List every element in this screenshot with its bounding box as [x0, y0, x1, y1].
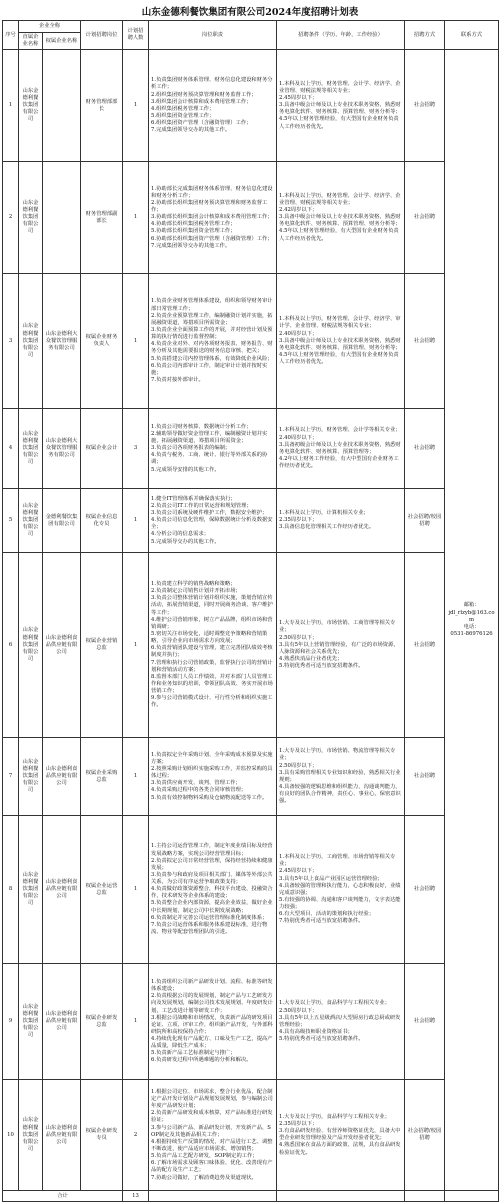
row-duty-line: 3.负责参与和政府及项目相关部门、媒体等外部公共关系，为公司有序运营争取政策支持； [151, 871, 273, 886]
row-method: 社会招聘 [405, 274, 445, 409]
row-seq: 8 [3, 816, 19, 964]
row-conditions-line: 3.具备信息化管理相关工作经历者优先。 [279, 524, 375, 531]
row-duty-line: 8.监督本部门人员工作绩效，并对本部门人员管理工作和业务知识的培训，带领团队高效、务实开展市场营销工作； [151, 673, 273, 695]
row-duty-line: 5.协助部长组织集团资金管理工作； [151, 228, 236, 235]
row-conditions-line: 1.大专及以上学历，市场营销、工商管理等相关专业； [279, 620, 396, 634]
row-conditions-line: 2.35周岁以下； [279, 1121, 318, 1127]
row-conditions-line: 4.具有高级技师职业资格证书； [279, 1028, 353, 1035]
table-row [3, 50, 499, 162]
row-conditions-line: 6.有大型项目、活动的策划和执行经验； [279, 911, 375, 918]
row-duty-line: 1.负责组织公司新产品研发计划、流程、标准等研发体系建设； [151, 978, 273, 993]
row-conditions-line: 1.本科及以上学历，财务管理、会计学、经济学、企业管理、财税法规等相关专业； [279, 80, 401, 94]
row-duty-line: 6.了解市场需求及顾客口味体验、优化、改善现有产品的配方及生产工艺； [151, 1160, 273, 1174]
row-conditions-line: 4.5年以上财务管理经验，有大型国有企业财务负责人工作经历者优先。 [279, 228, 399, 242]
table-row [3, 162, 499, 274]
row-duty-line: 4.负责做好政策资源整合，科技平台建设，投融资合作，技术研发等企业体系的建设； [151, 886, 273, 900]
row-method: 社会招聘 [405, 816, 445, 964]
row-conditions-line: 1.本科及以上学历，财务管理、会计学、经济学、企业管理、财税法规等相关专业； [279, 192, 401, 206]
row-duty [149, 162, 277, 274]
row-conditions-line: 2.45周岁以下； [279, 95, 318, 102]
row-method: 社会招聘 [405, 50, 445, 162]
header-seq: 序号 [3, 21, 19, 50]
header-company: 企业全称 [19, 21, 81, 33]
row-conditions-line: 3.具备中级会计师及以上专业技术职务资格，熟悉财务电算化软件、财务核算、预算管理、财务分析等； [279, 102, 401, 116]
row-conditions-line: 3.具备初级会计师及以上专业技术职务资格，熟悉财务电算化软件、财务核算、预算管理等； [279, 441, 401, 455]
row-duty-line: 1.负责建立科学的销售战略和策略； [151, 581, 236, 588]
row-conditions-line: 1.大专及以上学历，市场营销、物流管理等相关专业； [279, 748, 396, 762]
row-duty-line: 1.负责集团财务体系管理、财务信息化建设和财务分析工作； [151, 77, 273, 91]
row-conditions-line: 4.2年以上财务工作经验，有大中型国有企业财务工作经历者优先。 [279, 455, 399, 470]
row-conditions [277, 50, 405, 162]
row-count: 3 [123, 409, 149, 489]
row-duty-line: 2.按照采购计划组织实施采购工作，并监控采购的具体过程； [151, 766, 273, 780]
row-sub-company [43, 50, 81, 162]
table-row [3, 274, 499, 409]
row-seq: 2 [3, 162, 19, 274]
row-duty-line: 3.根据公司战略和市场情况，负责新产品的研发项目论证、立项、评审工作，组织新产品开发，与外部科研院所和高校保持合作； [151, 1014, 273, 1035]
row-direct-company: 山东金德利餐饮集团有限公司 [19, 50, 43, 162]
row-duty-line: 4.分析公司的信息需求； [151, 531, 210, 538]
row-duty-line: 4.负责与税务、工商、统计、银行等外部关系的协调； [151, 452, 268, 466]
row-method: 社会招聘 [405, 553, 445, 738]
row-conditions-line: 1.本科及以上学历，工商管理、市场营销等相关专业； [279, 854, 396, 868]
row-duty-line: 6.负责制定并完善公司运营管理标准化制度体系； [151, 914, 268, 921]
row-direct-company: 山东金德利餐饮集团有限公司 [19, 816, 43, 964]
row-duty-line: 4.持续优化现有产品配方、口味及生产工艺，提高产品质量，降低生产成本； [151, 1036, 273, 1050]
row-conditions-line: 3.具有5年以上食品产业园区运营管理经验； [279, 875, 383, 882]
row-post: 权属企业采购总监 [81, 738, 123, 816]
header-conditions: 招聘条件（学历、年龄、工作经验） [277, 21, 405, 50]
row-method: 社会招聘 [405, 409, 445, 489]
header-method: 招聘方式 [405, 21, 445, 50]
row-conditions-line: 2.50周岁以下； [279, 762, 318, 769]
row-duty [149, 274, 277, 409]
table-row [3, 738, 499, 816]
row-duty-line: 9.参与公司营销模式设计、可行性分析和组织实施工作。 [151, 695, 273, 709]
row-seq: 3 [3, 274, 19, 409]
row-duty-line: 3.负责供应商开发、谈判、管理工作； [151, 780, 241, 787]
row-duty-line: 6.负责公司内部审计工作，制定审计计划并按时实施； [151, 362, 268, 376]
row-sub-company: 山东金德利大众餐饮管理服务有限公司 [43, 409, 81, 489]
table-row [3, 964, 499, 1080]
row-method: 社会招聘 [405, 162, 445, 274]
row-conditions-line: 2.35周岁以下； [279, 517, 318, 524]
row-direct-company: 山东金德利餐饮集团有限公司 [19, 553, 43, 738]
row-duty-line: 7.管理和执行公司营销政策，监督执行公司的营销计划和营销活动方案； [151, 659, 273, 673]
contact-cell [445, 50, 499, 1191]
row-duty-line: 5.负责整合企业内部资源，提高企业效益，做好企业中长期规划，制定公司中长期发展战略； [151, 900, 273, 914]
row-conditions-line: 3.具有采购管理相关专业知识和经验，熟悉相关行业规则； [279, 769, 401, 783]
row-duty-line: 3.组织集团会计核算和成本费用管理工作； [151, 98, 252, 105]
table-row [3, 553, 499, 738]
row-duty-line: 1.根据公司定位、市场需求，整合行业优品，配合制定产品开发计划及产品规划发展规划，参与编制公司年度产品研发计划； [151, 1088, 273, 1110]
row-direct-company: 山东金德利餐饮集团有限公司 [19, 162, 43, 274]
row-method: 社会招聘/校园招聘 [405, 1080, 445, 1191]
row-conditions-line: 2.40周岁以下； [279, 330, 318, 337]
document-title: 山东金德利餐饮集团有限公司2024年度招聘计划表 [141, 7, 359, 18]
row-duty-line: 3.负责公司系统及硬件维护工作，数据安全维护； [151, 510, 268, 517]
row-duty-line: 5.密切关注市场变化，适时调整竞争策略和营销策略，引导企业向市场需求方向发展； [151, 631, 268, 645]
total-row [3, 1191, 499, 1202]
row-duty [149, 409, 277, 489]
row-duty-line: 1.协助部长完成集团财务体系管理、财务信息化建设和财务分析工作； [151, 185, 273, 199]
row-duty [149, 1080, 277, 1191]
row-duty-line: 6.协助部长组织集团资产管理（含融资管理）工作； [151, 235, 273, 242]
recruitment-table [2, 20, 499, 1202]
row-duty-line: 4.协助部长组织集团税务管理工作； [151, 221, 236, 228]
row-duty [149, 816, 277, 964]
row-conditions [277, 816, 405, 964]
row-duty-line: 2.辅助领导做好资金管理工作，编制融资计划并实施，拓展融资渠道，筹措项目所需资金； [151, 430, 268, 445]
row-post: 权属企业财务负责人 [81, 274, 123, 409]
row-duty [149, 964, 277, 1080]
row-duty-line: 3.协助部长组织集团会计核算和成本费用管理工作； [151, 214, 273, 221]
row-duty-line: 4.负责公司信息化管理，保障数据统计分析及数据安全； [151, 517, 273, 531]
row-post: 权属企业运营总监 [81, 816, 123, 964]
row-duty-line: 3.负责公司各项财务报表的编制； [151, 445, 231, 452]
row-conditions-line: 4.具备较强的管理和执行能力，心态积极良好，业绩完成意识强； [279, 882, 401, 896]
row-count: 1 [123, 162, 149, 274]
row-count: 1 [123, 964, 149, 1080]
row-conditions-line: 2.50周岁以下； [279, 1007, 318, 1014]
row-seq: 9 [3, 964, 19, 1080]
row-conditions-line: 3.具备中级会计师及以上专业技术职务资格，熟悉财务电算化软件、财务核算、预算管理、财务分析等； [279, 337, 401, 351]
row-duty-line: 2.负责制定公司销售计划并开拓市场； [151, 588, 241, 595]
table-row [3, 1080, 499, 1191]
row-duty-line: 4.组织集团税务管理工作； [151, 105, 215, 112]
row-duty-line: 2.负责拟定公司日常经营管理，保持经营持续和健康发展； [151, 857, 273, 871]
row-duty-line: 7.完成集团领导交办的其他工作。 [151, 127, 231, 134]
row-duty-line: 1.主持公司运营管理工作，制定年度业绩目标及经营发展战略方案，实现公司经营管理目标； [151, 843, 273, 857]
header-duty: 岗位职责 [149, 21, 277, 50]
row-count: 2 [123, 1080, 149, 1191]
table-row [3, 816, 499, 964]
row-duty-line: 1.负责公司财务核算、数据统计分析工作； [151, 423, 252, 430]
row-post: 权属企业会计 [81, 409, 123, 489]
contact-phone-label: 电话： [463, 623, 480, 630]
row-duty [149, 50, 277, 162]
table-row [3, 409, 499, 489]
row-duty-line: 7.协助公司做好，了解消费趋势及渠道现状。 [151, 1174, 257, 1181]
row-conditions [277, 738, 405, 816]
header-contact: 联系方式 [445, 21, 499, 50]
row-conditions [277, 1080, 405, 1191]
row-sub-company: 山东金德利食品供应链有限公司 [43, 738, 81, 816]
total-count: 13 [123, 1191, 149, 1202]
row-post: 权属企业研发专员 [81, 1080, 123, 1191]
row-method: 社会招聘/校园招聘 [405, 489, 445, 553]
row-post: 财务管理部部长 [81, 50, 123, 162]
row-conditions [277, 964, 405, 1080]
row-sub-company [43, 162, 81, 274]
row-duty [149, 738, 277, 816]
row-conditions-line: 1.大专及以上学历，食品科学与工程相关专业； [279, 1000, 391, 1007]
header-plan-post: 计划招聘岗位 [81, 21, 123, 50]
row-duty-line: 5.负责搭建公司内控管理体系，有效降低企业风险； [151, 355, 273, 362]
row-duty-line: 4.维护公司营销形象，树立产品品牌，组织市场和营销调研； [151, 616, 273, 630]
row-duty [149, 553, 277, 738]
row-conditions-line: 2.42周岁以下； [279, 207, 318, 214]
row-seq: 1 [3, 50, 19, 162]
row-duty-line: 6.负责营销团队建设与管理，建立完善团队绩效考核制度并执行； [151, 645, 273, 659]
row-direct-company: 山东金德利餐饮集团有限公司 [19, 738, 43, 816]
row-conditions-line: 7.特别优秀者可适当放宽招聘条件。 [279, 918, 364, 925]
row-duty-line: 5.组织集团资金管理工作； [151, 112, 215, 119]
row-duty-line: 4.根据持续生产反馈的情况，对产品进行工艺、调整不断改进，使产品适应市场需求，增加销售； [151, 1138, 273, 1152]
row-sub-company: 山东金德利食品供应链有限公司 [43, 553, 81, 738]
row-conditions-line: 5.特别优秀者可适当放宽招聘条件。 [279, 663, 364, 670]
header-plan-count: 计划招聘人数 [123, 21, 149, 50]
row-conditions-line: 5.特别优秀者可适当放宽招聘条件。 [279, 1036, 364, 1043]
contact-email: jdl_rlzyb@163.com [448, 609, 495, 623]
row-duty-line: 1.负责拟定全年采购计划、全年采购成本预算及实施方案； [151, 751, 273, 765]
row-duty-line: 3.负责企业全面预算工作的开展，并对经营计划及预算的执行情况进行监督控制； [151, 327, 273, 341]
row-conditions [277, 162, 405, 274]
row-method: 社会招聘 [405, 964, 445, 1080]
row-duty-line: 5.负责产品工艺配方研发，SOP制定的工作； [151, 1153, 258, 1160]
header-sub-company: 权属企业名称 [43, 33, 81, 50]
row-seq: 6 [3, 553, 19, 738]
row-duty [149, 489, 277, 553]
row-duty-line: 3.负责公司整体营销计划并组织实施，策划营销宣传活动，拓展营销渠道，同时开展商务洽谈、客户维护等工作； [151, 595, 273, 616]
row-seq: 10 [3, 1080, 19, 1191]
row-conditions-line: 2.40周岁以下； [279, 434, 318, 441]
row-post: 权属企业营销总监 [81, 553, 123, 738]
row-conditions-line: 3.有食品研发经验、有营养师资格证优先，具备大中型企业研发管理经验及产品开发经验者优先； [279, 1128, 401, 1142]
row-seq: 7 [3, 738, 19, 816]
row-duty-line: 5.完成领导交办的其他工作。 [151, 538, 220, 545]
contact-phone: 0531-86976126 [450, 630, 493, 637]
row-duty-line: 2.负责根据公司的发展规划，制定产品与工艺研发方向及发展规划，编制公司技术发展规划、年度研发计划，工艺改进计划等研发工作； [151, 993, 273, 1014]
row-duty-line: 6.组织集团资产管理（含融资管理）工作； [151, 120, 252, 127]
header-direct-company: 直属企业名称 [19, 33, 43, 50]
row-count: 1 [123, 489, 149, 553]
row-sub-company: 山东金德利食品供应链有限公司 [43, 964, 81, 1080]
row-post: 权属企业研发总监 [81, 964, 123, 1080]
row-count: 1 [123, 50, 149, 162]
row-sub-company: 金德利餐饮集团有限公司 [43, 489, 81, 553]
row-conditions-line: 5.有较强的协调、沟通和客户谈判能力，文字表达能力较强； [279, 896, 401, 911]
row-conditions [277, 274, 405, 409]
table-row [3, 489, 499, 553]
row-duty-line: 1.健全IT管理体系并确保落实执行； [151, 495, 236, 502]
row-duty-line: 6.负责研发过程中所遇难题的分析和解决。 [151, 1057, 252, 1064]
row-duty-line: 4.负责企业对外、对内各项财务报表、财务报告、财务分析及其他需要报送的财务信息审核、把关； [151, 341, 273, 355]
row-conditions [277, 409, 405, 489]
row-duty-line: 4.负责采购过程中的各类合同审核管理； [151, 787, 247, 794]
row-duty-line: 7.完成集团领导交办的其他工作。 [151, 242, 231, 249]
row-direct-company: 山东金德利餐饮集团有限公司 [19, 1080, 43, 1191]
row-conditions-line: 4.具备较强的逻辑思维和组织能力，沟通谈判能力，有良好的团队合作精神，责任心、事业心，保密意识强。 [279, 783, 401, 805]
row-conditions [277, 489, 405, 553]
row-conditions-line: 3.具备中级会计师及以上专业技术职务资格，熟悉财务电算化软件、财务核算、预算管理、财务分析等； [279, 214, 401, 228]
row-duty-line: 7.负责公司运营体系和服务体系建设标准，进行物流、物业等配套管理团队的引进。 [151, 921, 268, 936]
row-conditions-line: 3.具有5年以上营销管理经验，有广泛的市场资源，人脉资源和社会关系优先； [279, 641, 399, 655]
row-conditions-line: 3.具有5年以上五星级酒店/大型厨房行政总厨或研发管理经验； [279, 1014, 401, 1028]
row-conditions-line: 1.本科及以上学历，财务管理、会计学、经济学、审计学、企业管理、财税法规等相关专业； [279, 316, 401, 330]
row-conditions-line: 1.大专及以上学历，食品科学与工程相关专业； [279, 1113, 391, 1120]
row-conditions [277, 553, 405, 738]
total-label: 合计 [3, 1191, 123, 1202]
row-post: 权属企业信息化专员 [81, 489, 123, 553]
row-conditions-line: 4.熟悉快消品行业者优先； [279, 655, 343, 662]
row-conditions-line: 4.熟悉国家在食品方面的政策、法规，具有食品研发检验证优先。 [279, 1142, 401, 1156]
row-direct-company: 山东金德利餐饮集团有限公司 [19, 964, 43, 1080]
row-post: 财务管理部副部长 [81, 162, 123, 274]
row-duty-line: 5.完成领导安排的其他工作。 [151, 466, 220, 473]
row-direct-company: 山东金德利餐饮集团有限公司 [19, 274, 43, 409]
contact-email-label: 邮箱： [463, 602, 480, 609]
row-sub-company: 山东金德利大众餐饮管理服务有限公司 [43, 274, 81, 409]
row-count: 1 [123, 816, 149, 964]
row-duty-line: 2.组织集团财务预决算管理和财务监督工作； [151, 91, 257, 98]
row-duty-line: 2.负责公司IT工作的日常运营和规划管理； [151, 502, 252, 509]
row-direct-company: 山东金德利餐饮集团有限公司 [19, 489, 43, 553]
row-seq: 5 [3, 489, 19, 553]
row-direct-company: 山东金德利餐饮集团有限公司 [19, 409, 43, 489]
row-conditions-line: 2.50周岁以下； [279, 634, 318, 641]
row-conditions-line: 1.本科及以上学历，计算机相关专业； [279, 510, 369, 517]
row-conditions-line: 4.5年以上财务管理经验，有大型国有企业财务负责人工作经历者优先。 [279, 116, 399, 130]
row-count: 1 [123, 274, 149, 409]
row-sub-company: 山东金德利食品供应链有限公司 [43, 1080, 81, 1191]
table-body [3, 50, 499, 1191]
row-duty-line: 5.负责有效控制物料采购及仓储物流配送等工作。 [151, 794, 268, 801]
row-duty-line: 3.参与公司新产品、新品研发计划，开发新产品，SOP制定及其他新品相关工作； [151, 1124, 271, 1138]
row-count: 1 [123, 553, 149, 738]
row-sub-company: 山东金德利食品供应链有限公司 [43, 816, 81, 964]
row-conditions-line: 4.5年以上财务管理经验，有大型国有企业财务负责人工作经历者优先。 [279, 351, 399, 366]
row-method: 社会招聘 [405, 738, 445, 816]
row-count: 1 [123, 738, 149, 816]
row-conditions-line: 2.45周岁以下； [279, 868, 318, 875]
row-conditions-line: 1.本科及以上学历，财务管理、会计学等相关专业； [279, 427, 401, 434]
row-seq: 4 [3, 409, 19, 489]
row-duty-line: 2.负责企业预算管理工作，编制融资计划并实施，拓展融资渠道，筹措项目所需资金； [151, 312, 273, 326]
row-duty-line: 2.负责新产品研发和成本核算，对产品标准进行研发验证； [151, 1110, 273, 1124]
row-duty-line: 1.负责企业财务管理体系建设，组织和领导财务审计部日常管理工作； [151, 298, 273, 312]
row-duty-line: 5.负责新产品工艺标准制定与推广； [151, 1050, 236, 1057]
row-duty-line: 2.协助部长组织集团财务预决算管理和财务监督工作； [151, 199, 268, 214]
row-duty-line: 7.负责对接外部审计。 [151, 376, 204, 383]
